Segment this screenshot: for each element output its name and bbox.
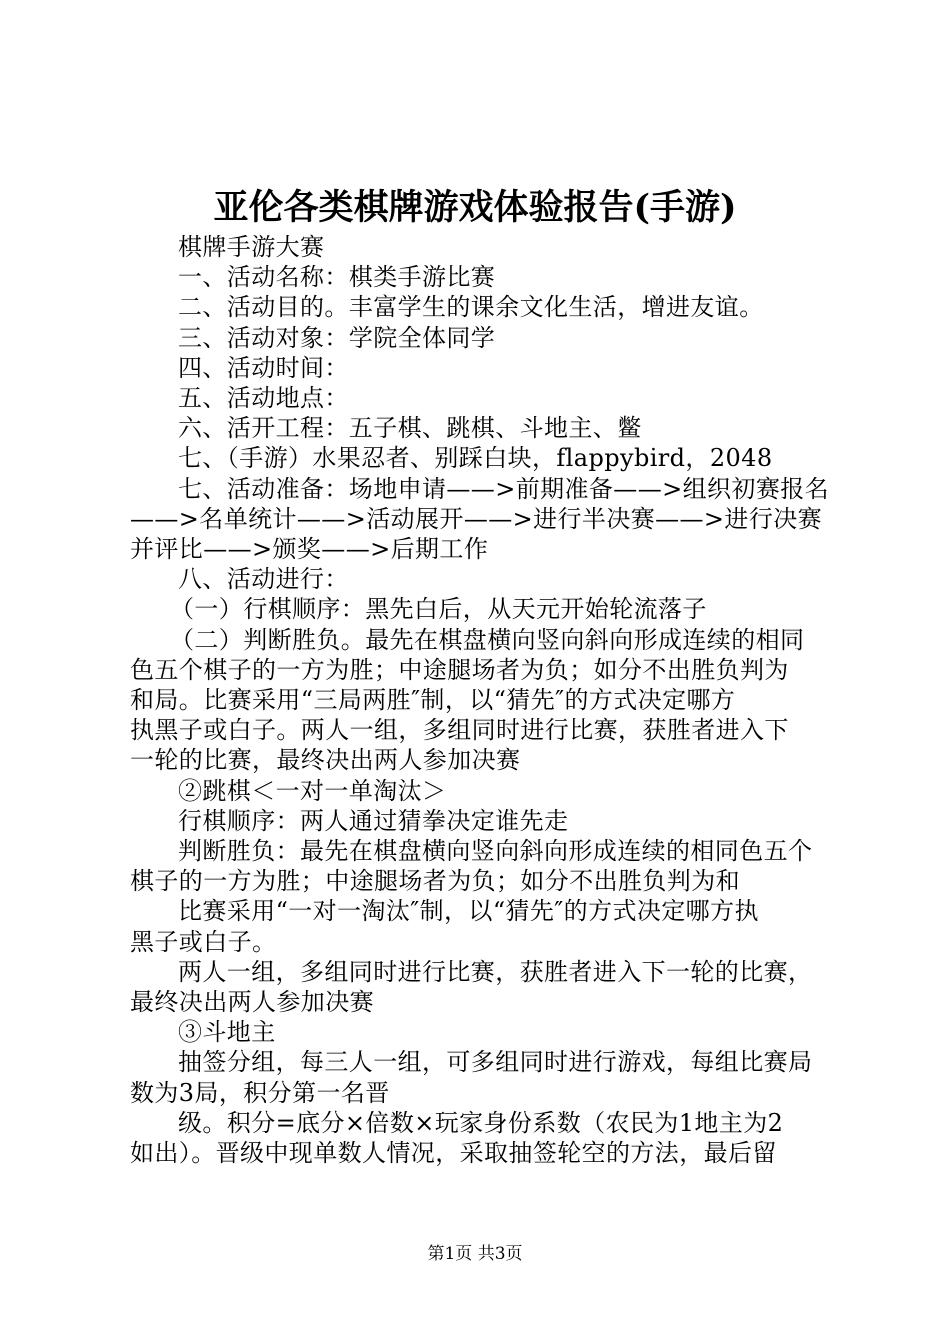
paragraph-line: 如出）。晋级中现单数人情况，采取抽签轮空的方法，最后留 xyxy=(130,1139,777,1168)
paragraph-line: 抽签分组，每三人一组，可多组同时进行游戏，每组比赛局 xyxy=(178,1048,813,1077)
paragraph-line: 最终决出两人参加决赛 xyxy=(130,988,374,1017)
paragraph-line: 六、活开工程：五子棋、跳棋、斗地主、鳖 xyxy=(178,414,642,443)
paragraph-line: （一）行棋顺序：黑先白后，从天元开始轮流落子 xyxy=(170,595,707,624)
paragraph-line: 五、活动地点： xyxy=(178,384,349,413)
page-footer: 第1页 共3页 xyxy=(427,1244,523,1264)
paragraph-line: 行棋顺序：两人通过猜拳决定谁先走 xyxy=(178,806,569,835)
paragraph-line: 八、活动进行： xyxy=(178,565,349,594)
paragraph-line: 两人一组，多组同时进行比赛，获胜者进入下一轮的比赛， xyxy=(178,957,813,986)
paragraph-line: ③斗地主 xyxy=(178,1018,276,1047)
paragraph-line: ②跳棋＜一对一单淘汰＞ xyxy=(178,776,447,805)
paragraph-line: 七、（手游）水果忍者、别踩白块，flappybird，2048 xyxy=(178,444,773,473)
document-body xyxy=(130,232,835,1168)
paragraph-line: 执黑子或白子。两人一组，多组同时进行比赛，获胜者进入下 xyxy=(130,716,789,745)
paragraph-line: 棋牌手游大赛 xyxy=(178,233,325,261)
paragraph-line: 色五个棋子的一方为胜；中途腿场者为负；如分不出胜负判为 xyxy=(130,655,789,684)
document-title: 亚伦各类棋牌游戏体验报告(手游) xyxy=(213,187,737,228)
paragraph-line: 判断胜负：最先在棋盘横向竖向斜向形成连续的相同色五个 xyxy=(178,837,813,866)
paragraph-line: 三、活动对象：学院全体同学 xyxy=(178,323,496,352)
paragraph-line: 二、活动目的。丰富学生的课余文化生活，增进友谊。 xyxy=(178,293,764,322)
paragraph-line: 一轮的比赛，最终决出两人参加决赛 xyxy=(130,746,521,775)
paragraph-line: （二）判断胜负。最先在棋盘横向竖向斜向形成连续的相同 xyxy=(170,625,805,654)
paragraph-line: 四、活动时间： xyxy=(178,353,349,382)
paragraph-line: 一、活动名称：棋类手游比赛 xyxy=(178,263,496,292)
paragraph-line: 黑子或白子。 xyxy=(130,927,277,956)
paragraph-line: ——>名单统计——>活动展开——>进行半决赛——>进行决赛 xyxy=(130,504,823,533)
paragraph-line: 棋子的一方为胜；中途腿场者为负；如分不出胜负判为和 xyxy=(130,867,740,896)
paragraph-line: 和局。比赛采用“三局两胜″制，以“猜先″的方式决定哪方 xyxy=(130,686,736,715)
paragraph-line: 数为3局，积分第一名晋 xyxy=(130,1078,390,1107)
paragraph-line: 七、活动准备：场地申请——>前期准备——>组织初赛报名 xyxy=(178,474,830,503)
paragraph-line: 并评比——>颁奖——>后期工作 xyxy=(130,535,489,564)
paragraph-line: 比赛采用“一对一淘汰″制，以“猜先″的方式决定哪方执 xyxy=(178,897,759,926)
paragraph-line: 级。积分=底分×倍数×玩家身份系数（农民为1地主为2 xyxy=(178,1108,784,1137)
